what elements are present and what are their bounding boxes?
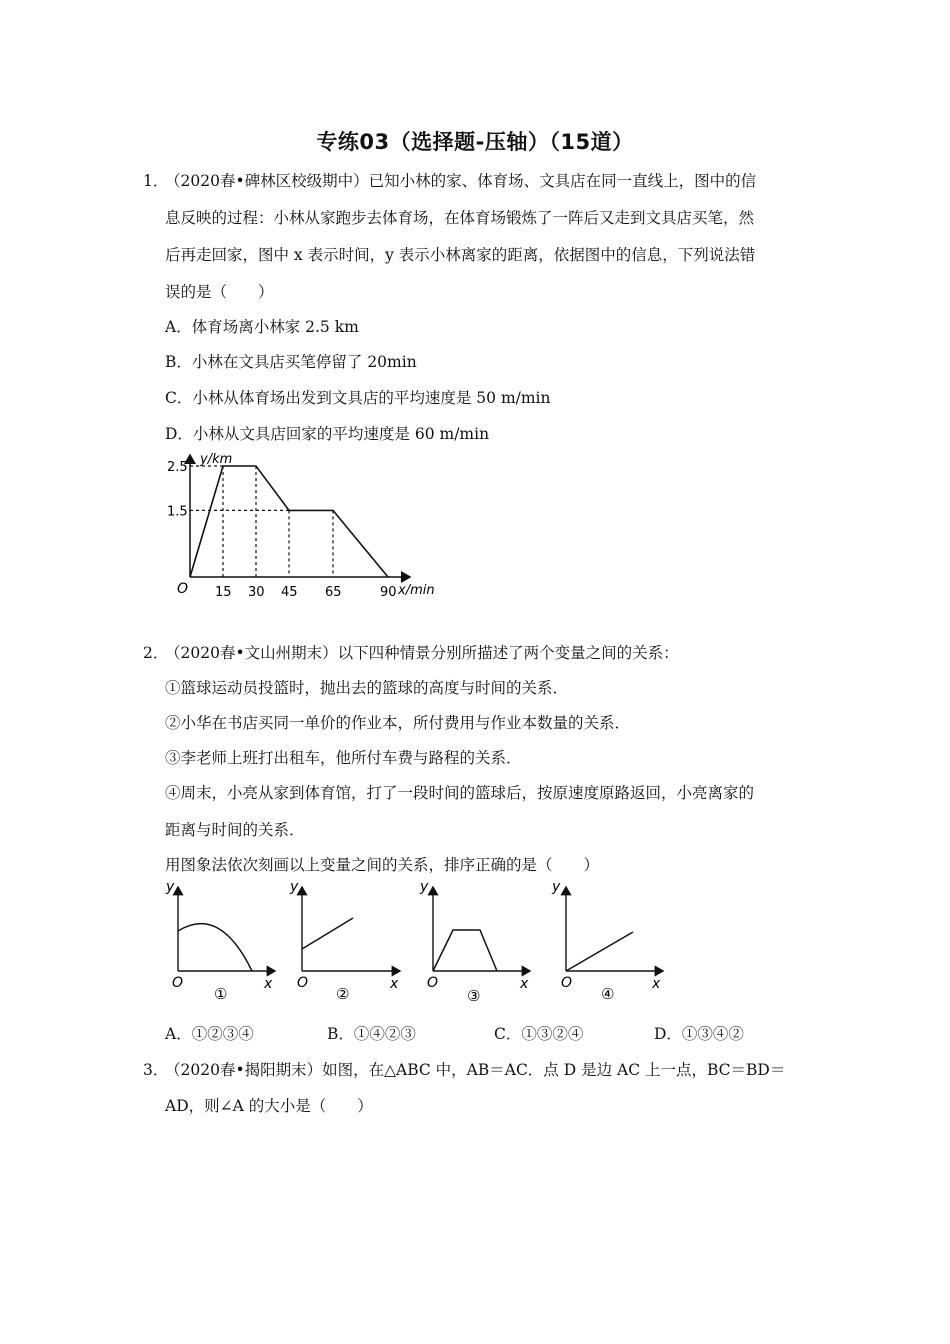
q2-scenario-2: ②小华在书店买同一单价的作业本，所付费用与作业本数量的关系． (165, 714, 631, 732)
q2-option-a: A．①②③④ (165, 1025, 254, 1043)
graph-1 (165, 879, 275, 1003)
q1-option-a: A．体育场离小林家 2.5 km (165, 318, 359, 336)
q3-number: 3． (143, 1061, 169, 1079)
graph-4-label: ④ (601, 985, 615, 1003)
x-tick-label: 15 (215, 585, 232, 600)
q2-prompt: 用图象法依次刻画以上变量之间的关系，排序正确的是（ ） (165, 856, 600, 874)
q1-option-d: D．小林从文具店回家的平均速度是 60 m/min (165, 425, 490, 443)
graph-3 (419, 879, 530, 1005)
q2-graphs (160, 875, 680, 1005)
graph-4-x-label: x (652, 976, 661, 992)
q2-scenario-1: ①篮球运动员投篮时，抛出去的篮球的高度与时间的关系． (165, 679, 569, 697)
q2-stem-line1: （2020春•文山州期末）以下四种情景分别所描述了两个变量之间的关系： (165, 644, 679, 662)
graph-2-x-label: x (390, 976, 399, 992)
q2-option-d: D．①③④② (654, 1025, 744, 1043)
graph-4 (551, 879, 663, 1003)
q1-stem-line3: 后再走回家，图中 x 表示时间，y 表示小林离家的距离，依据图中的信息，下列说法错 (165, 246, 756, 264)
q1-stem-line1: （2020春•碑林区校级期中）已知小林的家、体育场、文具店在同一直线上，图中的信 (165, 172, 757, 190)
y-tick-label: 2.5 (167, 460, 188, 475)
x-tick-label: 65 (325, 585, 342, 600)
graph-3-y-label: y (420, 879, 429, 895)
x-tick-label: 30 (248, 585, 265, 600)
q3-stem-line2: AD，则∠A 的大小是（ ） (165, 1097, 373, 1115)
q1-number: 1． (143, 172, 169, 190)
y-tick-label: 1.5 (167, 504, 188, 520)
q1-distance-time-chart (160, 445, 460, 605)
x-axis-label: x/min (398, 583, 435, 598)
page-title: 专练03（选择题-压轴）（15道） (316, 130, 634, 154)
q1-stem-line4: 误的是（ ） (165, 283, 274, 301)
q2-scenario-4a: ④周末，小亮从家到体育馆，打了一段时间的篮球后，按原速度原路返回，小亮离家的 (165, 784, 755, 802)
graph-4-origin: O (561, 975, 573, 991)
q2-scenario-4b: 距离与时间的关系． (165, 821, 305, 839)
graph-1-x-label: x (264, 976, 273, 992)
y-axis-label: y/km (200, 452, 233, 467)
q1-option-c: C．小林从体育场出发到文具店的平均速度是 50 m/min (165, 389, 551, 407)
x-tick-label: 45 (281, 585, 298, 600)
graph-2-label: ② (336, 985, 350, 1003)
graph-1-label: ① (214, 985, 228, 1003)
graph-4-line (566, 932, 633, 971)
graph-2-line (302, 918, 353, 949)
graph-1-origin: O (172, 975, 184, 991)
graph-3-x-label: x (520, 976, 529, 992)
graph-2 (289, 879, 400, 1003)
graph-4-y-label: y (552, 879, 561, 895)
q1-stem-line2: 息反映的过程：小林从家跑步去体育场，在体育场锻炼了一阵后又走到文具店买笔，然 (165, 209, 755, 227)
graph-2-y-label: y (290, 879, 299, 895)
graph-1-curve (178, 924, 252, 971)
x-tick-label: 90 (380, 585, 397, 600)
origin-label: O (177, 581, 189, 597)
q2-number: 2． (143, 644, 169, 662)
q2-option-c: C．①③②④ (494, 1025, 584, 1043)
graph-3-origin: O (427, 975, 439, 991)
graph-3-trapezoid (433, 930, 497, 971)
q3-stem-line1: （2020春•揭阳期末）如图，在△ABC 中，AB＝AC．点 D 是边 AC 上一点，BC＝BD＝ (165, 1061, 786, 1079)
graph-1-y-label: y (166, 879, 175, 895)
q2-scenario-3: ③李老师上班打出租车，他所付车费与路程的关系． (165, 749, 522, 767)
graph-3-label: ③ (467, 987, 481, 1005)
graph-2-origin: O (297, 975, 309, 991)
q1-option-b: B．小林在文具店买笔停留了 20min (165, 353, 417, 371)
q2-option-b: B．①④②③ (327, 1025, 416, 1043)
